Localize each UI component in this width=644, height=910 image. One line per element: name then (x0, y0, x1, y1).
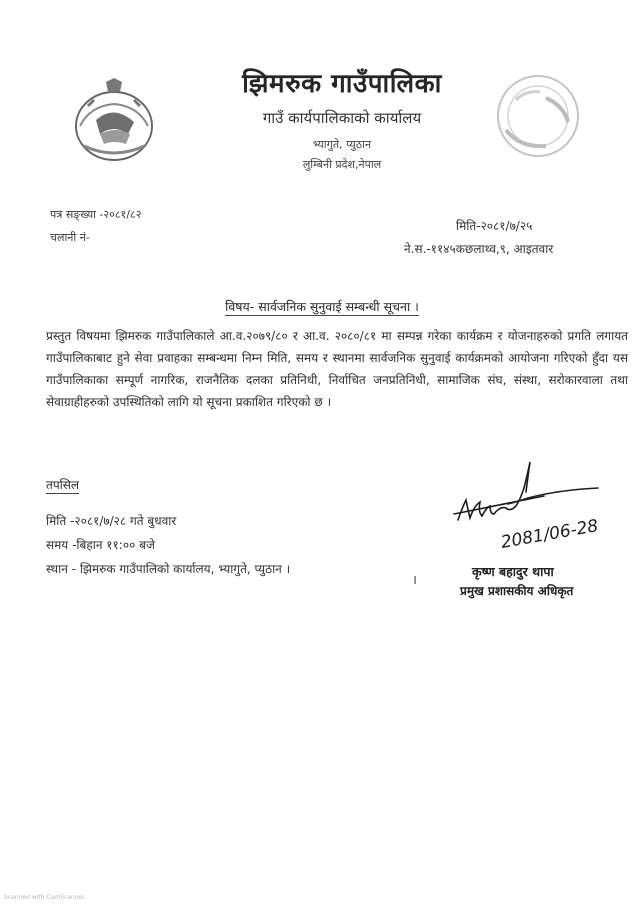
handwritten-date: 2081/06-28 (499, 516, 600, 553)
office-address: भ्यागुते, प्युठान (312, 138, 372, 151)
nepal-sambat-date: ने.स.-११४५कछलाथ्व,९, आइतवार (404, 242, 554, 256)
scanner-watermark: Scanned with CamScanner (4, 894, 85, 901)
event-place: स्थान - झिमरुक गाउँपालिको कार्यालय, भ्यागुते, प्युठान । (46, 562, 291, 576)
signatory-name: कृष्ण बहादुर थापा (472, 564, 554, 579)
office-name: गाउँ कार्यपालिकाको कार्यालय (262, 109, 422, 127)
letter-number: पत्र सङ्ख्या -२०८१/८२ (50, 208, 142, 221)
subject-line (0, 298, 644, 315)
stray-mark: । (412, 573, 417, 588)
dispatch-number: चलानी नं- (50, 231, 90, 244)
event-date: मिति -२०८१/७/२८ गते बुधवार (46, 514, 177, 528)
municipality-title: झिमरुक गाउँपालिका (242, 69, 442, 99)
event-time: समय -बिहान ११:०० बजे (46, 538, 155, 552)
office-province: लुम्बिनी प्रदेश,नेपाल (302, 158, 382, 171)
handwritten-signature-icon (448, 462, 608, 562)
signatory-title: प्रमुख प्रशासकीय अधिकृत (460, 584, 574, 598)
letter-date: मिति-२०८१/७/२५ (456, 219, 533, 233)
notice-body: प्रस्तुत विषयमा झिमरुक गाउँपालिकाले आ.व.२०७९/८० र आ.व. २०८०/८१ मा सम्पन्न गरेका कार्यक्रम र योजनाहरुको प्रगति लगायत गाउँपालिकाबाट हुने सेवा प्रवाहका सम्बन्धमा निम्न मिति, समय र स्थानमा सार्वजनिक सुनुवाई कार्यक्रमको आयोजना गरिएको हुँदा यस गाउँपालिकाका सम्पूर्ण नागरिक, राजनैतिक दलका प्रतिनिधी, निर्वाचित जनप्रतिनिधी, सामाजिक संघ, संस्था, सरोकारवाला तथा सेवाग्राहीहरुको उपस्थितिको लागि यो सूचना प्रकाशित गरिएको छ । (46, 329, 628, 409)
tapsil-heading: तपसिल (46, 478, 80, 492)
subject-text: विषय- सार्वजनिक सुनुवाई सम्बन्धी सूचना । (225, 299, 419, 314)
